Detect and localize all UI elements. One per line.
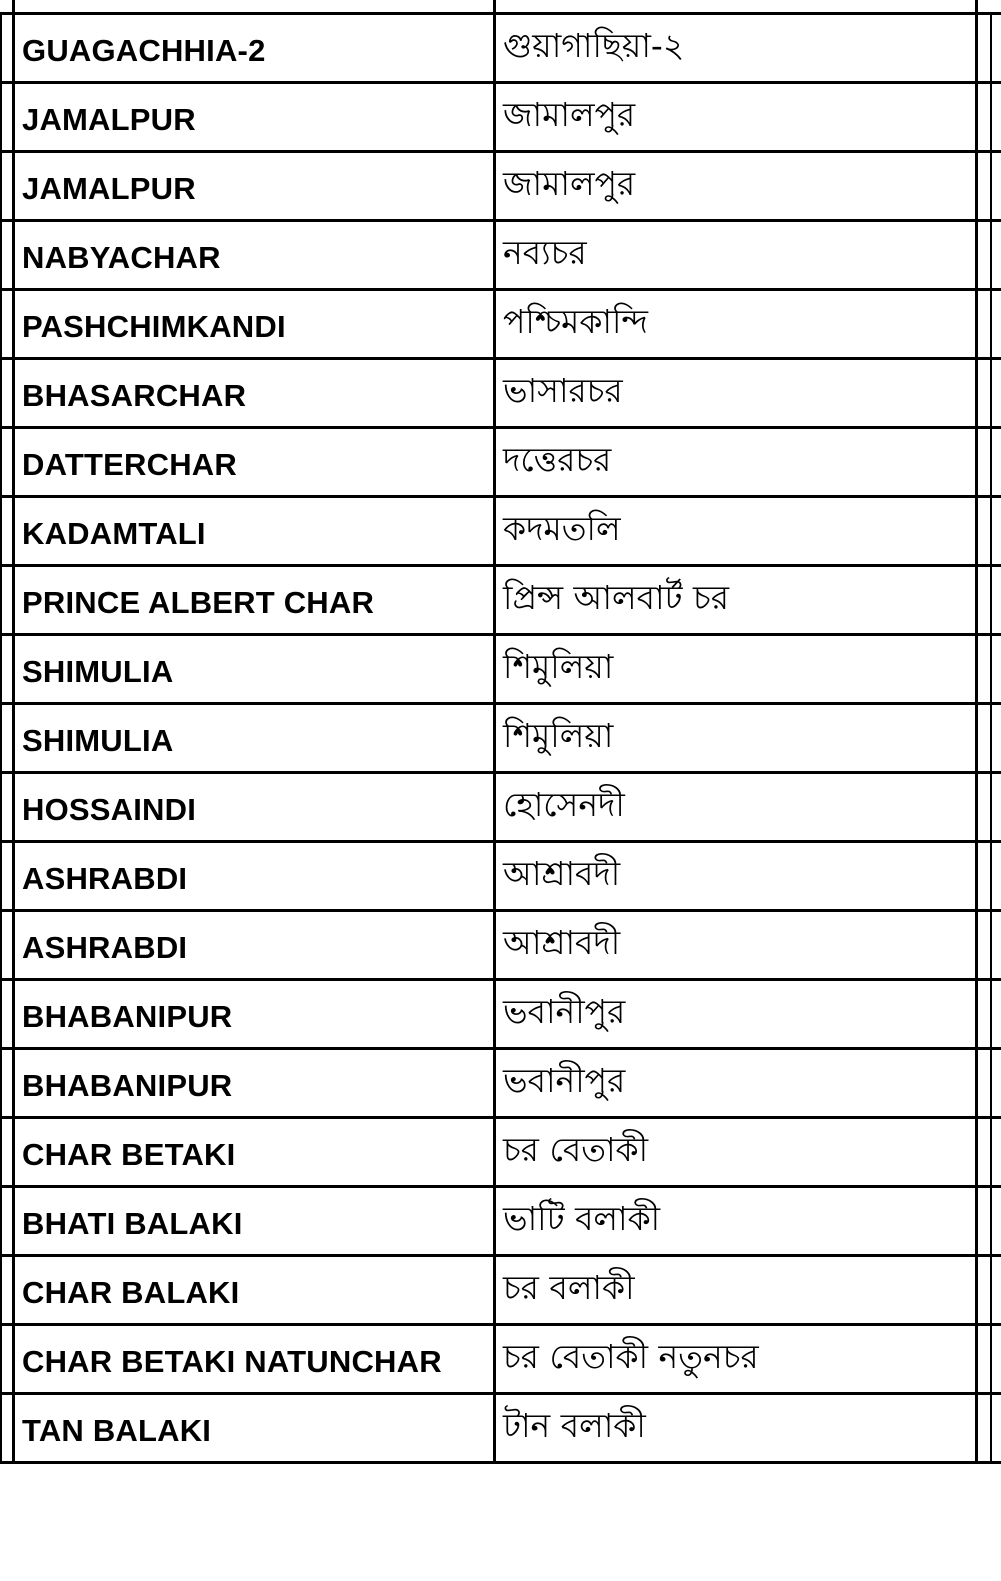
- column-divider: [493, 84, 496, 153]
- column-divider: [493, 153, 496, 222]
- column-divider: [990, 1395, 992, 1464]
- column-divider: [493, 222, 496, 291]
- column-divider: [990, 498, 992, 567]
- bengali-name-cell: ভাটি বলাকী: [503, 1199, 661, 1238]
- english-name-cell: TAN BALAKI: [22, 1413, 212, 1448]
- table-row: [0, 429, 1001, 498]
- english-name-cell: BHABANIPUR: [22, 1068, 233, 1103]
- column-divider: [0, 429, 2, 498]
- english-name-cell: GUAGACHHIA-2: [22, 33, 266, 68]
- bengali-name-cell: হোসেনদী: [503, 785, 625, 824]
- table-row: [0, 567, 1001, 636]
- column-divider: [12, 153, 15, 222]
- column-divider: [12, 636, 15, 705]
- english-name-cell: JAMALPUR: [22, 171, 196, 206]
- column-divider: [12, 705, 15, 774]
- english-name-cell: ASHRABDI: [22, 930, 188, 965]
- table-row: [0, 912, 1001, 981]
- column-divider: [975, 498, 978, 567]
- english-name-cell: DATTERCHAR: [22, 447, 237, 482]
- column-divider: [12, 15, 15, 84]
- column-divider: [990, 843, 992, 912]
- column-divider: [493, 636, 496, 705]
- bengali-name-cell: জামালপুর: [503, 95, 636, 134]
- bengali-name-cell: চর বেতাকী নতুনচর: [503, 1337, 759, 1376]
- english-name-cell: SHIMULIA: [22, 654, 174, 689]
- column-divider: [0, 84, 2, 153]
- column-divider: [990, 360, 992, 429]
- column-divider: [12, 1119, 15, 1188]
- english-name-cell: CHAR BETAKI NATUNCHAR: [22, 1344, 442, 1379]
- column-divider: [975, 1188, 978, 1257]
- table-row: [0, 1119, 1001, 1188]
- column-divider: [493, 1188, 496, 1257]
- column-divider: [975, 1257, 978, 1326]
- table-row: [0, 1395, 1001, 1464]
- column-divider: [975, 0, 978, 15]
- column-divider: [990, 429, 992, 498]
- table-body: [0, 15, 1001, 1464]
- column-divider: [12, 291, 15, 360]
- english-name-cell: BHABANIPUR: [22, 999, 233, 1034]
- column-divider: [975, 222, 978, 291]
- table-row: [0, 1257, 1001, 1326]
- column-divider: [0, 981, 2, 1050]
- column-divider: [12, 843, 15, 912]
- bengali-name-cell: টান বলাকী: [503, 1406, 646, 1445]
- column-divider: [12, 1188, 15, 1257]
- column-divider: [0, 291, 2, 360]
- column-divider: [0, 912, 2, 981]
- column-divider: [975, 1395, 978, 1464]
- column-divider: [975, 360, 978, 429]
- column-divider: [0, 636, 2, 705]
- english-name-cell: ASHRABDI: [22, 861, 188, 896]
- column-divider: [493, 15, 496, 84]
- column-divider: [0, 222, 2, 291]
- english-name-cell: PASHCHIMKANDI: [22, 309, 286, 344]
- bengali-name-cell: শিমুলিয়া: [503, 647, 614, 686]
- column-divider: [0, 15, 2, 84]
- column-divider: [990, 705, 992, 774]
- table-row: [0, 222, 1001, 291]
- column-divider: [990, 1257, 992, 1326]
- column-divider: [493, 1326, 496, 1395]
- column-divider: [990, 567, 992, 636]
- column-divider: [12, 360, 15, 429]
- column-divider: [493, 0, 496, 15]
- column-divider: [12, 912, 15, 981]
- column-divider: [0, 1257, 2, 1326]
- column-divider: [493, 1395, 496, 1464]
- bengali-name-cell: শিমুলিয়া: [503, 716, 614, 755]
- column-divider: [990, 291, 992, 360]
- column-divider: [975, 1326, 978, 1395]
- bengali-name-cell: কদমতলি: [503, 509, 621, 548]
- bengali-name-cell: আশ্রাবদী: [503, 923, 621, 962]
- english-name-cell: HOSSAINDI: [22, 792, 197, 827]
- english-name-cell: KADAMTALI: [22, 516, 206, 551]
- english-name-cell: BHATI BALAKI: [22, 1206, 243, 1241]
- bengali-name-cell: ভাসারচর: [503, 371, 623, 410]
- table-row: [0, 1188, 1001, 1257]
- column-divider: [493, 1050, 496, 1119]
- column-divider: [12, 774, 15, 843]
- column-divider: [0, 843, 2, 912]
- column-divider: [12, 498, 15, 567]
- table-row: [0, 981, 1001, 1050]
- column-divider: [493, 498, 496, 567]
- bengali-name-cell: জামালপুর: [503, 164, 636, 203]
- english-name-cell: JAMALPUR: [22, 102, 196, 137]
- english-name-cell: SHIMULIA: [22, 723, 174, 758]
- column-divider: [990, 636, 992, 705]
- column-divider: [12, 567, 15, 636]
- column-divider: [975, 912, 978, 981]
- column-divider: [0, 1119, 2, 1188]
- column-divider: [0, 567, 2, 636]
- column-divider: [975, 567, 978, 636]
- column-divider: [990, 153, 992, 222]
- column-divider: [0, 1050, 2, 1119]
- table-row: [0, 843, 1001, 912]
- column-divider: [975, 291, 978, 360]
- column-divider: [975, 843, 978, 912]
- table-row: [0, 705, 1001, 774]
- column-divider: [493, 981, 496, 1050]
- bengali-name-cell: গুয়াগাছিয়া-২: [503, 26, 685, 65]
- table-row: [0, 291, 1001, 360]
- column-divider: [12, 0, 15, 15]
- column-divider: [12, 429, 15, 498]
- column-divider: [12, 1050, 15, 1119]
- column-divider: [975, 429, 978, 498]
- table-row: [0, 498, 1001, 567]
- column-divider: [975, 84, 978, 153]
- bengali-name-cell: আশ্রাবদী: [503, 854, 621, 893]
- column-divider: [493, 1119, 496, 1188]
- bengali-name-cell: প্রিন্স আলবার্ট চর: [503, 578, 729, 617]
- column-divider: [990, 15, 992, 84]
- column-divider: [975, 1050, 978, 1119]
- column-divider: [990, 1188, 992, 1257]
- column-divider: [12, 981, 15, 1050]
- column-divider: [0, 1188, 2, 1257]
- column-divider: [12, 84, 15, 153]
- column-divider: [975, 774, 978, 843]
- column-divider: [990, 774, 992, 843]
- column-divider: [493, 843, 496, 912]
- column-divider: [975, 705, 978, 774]
- column-divider: [990, 981, 992, 1050]
- column-divider: [975, 981, 978, 1050]
- column-divider: [990, 1326, 992, 1395]
- table-row: [0, 153, 1001, 222]
- column-divider: [493, 912, 496, 981]
- table-row: [0, 1050, 1001, 1119]
- table-row: [0, 1326, 1001, 1395]
- column-divider: [493, 429, 496, 498]
- table-row: [0, 774, 1001, 843]
- column-divider: [493, 291, 496, 360]
- column-divider: [975, 153, 978, 222]
- bengali-name-cell: চর বেতাকী: [503, 1130, 649, 1169]
- column-divider: [0, 705, 2, 774]
- column-divider: [975, 15, 978, 84]
- column-divider: [12, 1326, 15, 1395]
- column-divider: [493, 360, 496, 429]
- english-name-cell: PRINCE ALBERT CHAR: [22, 585, 375, 620]
- column-divider: [493, 1257, 496, 1326]
- table-row: [0, 84, 1001, 153]
- column-divider: [493, 705, 496, 774]
- column-divider: [0, 774, 2, 843]
- column-divider: [990, 1050, 992, 1119]
- table-row: [0, 636, 1001, 705]
- column-divider: [975, 636, 978, 705]
- column-divider: [12, 1257, 15, 1326]
- english-name-cell: NABYACHAR: [22, 240, 221, 275]
- bengali-name-cell: ভবানীপুর: [503, 1061, 626, 1100]
- bengali-name-cell: নব্যচর: [503, 233, 587, 272]
- english-name-cell: CHAR BALAKI: [22, 1275, 240, 1310]
- column-divider: [975, 1119, 978, 1188]
- bengali-name-cell: ভবানীপুর: [503, 992, 626, 1031]
- column-divider: [493, 774, 496, 843]
- column-divider: [12, 222, 15, 291]
- bengali-name-cell: পশ্চিমকান্দি: [503, 302, 648, 341]
- column-divider: [990, 84, 992, 153]
- column-divider: [0, 360, 2, 429]
- column-divider: [0, 1395, 2, 1464]
- table-row: [0, 15, 1001, 84]
- column-divider: [990, 1119, 992, 1188]
- bengali-name-cell: চর বলাকী: [503, 1268, 635, 1307]
- column-divider: [990, 222, 992, 291]
- column-divider: [0, 498, 2, 567]
- english-name-cell: CHAR BETAKI: [22, 1137, 236, 1172]
- table-row: [0, 360, 1001, 429]
- english-name-cell: BHASARCHAR: [22, 378, 247, 413]
- column-divider: [12, 1395, 15, 1464]
- column-divider: [990, 912, 992, 981]
- column-divider: [0, 1326, 2, 1395]
- column-divider: [493, 567, 496, 636]
- bengali-name-cell: দত্তেরচর: [503, 440, 612, 479]
- table-top-border: [0, 0, 1001, 15]
- column-divider: [0, 153, 2, 222]
